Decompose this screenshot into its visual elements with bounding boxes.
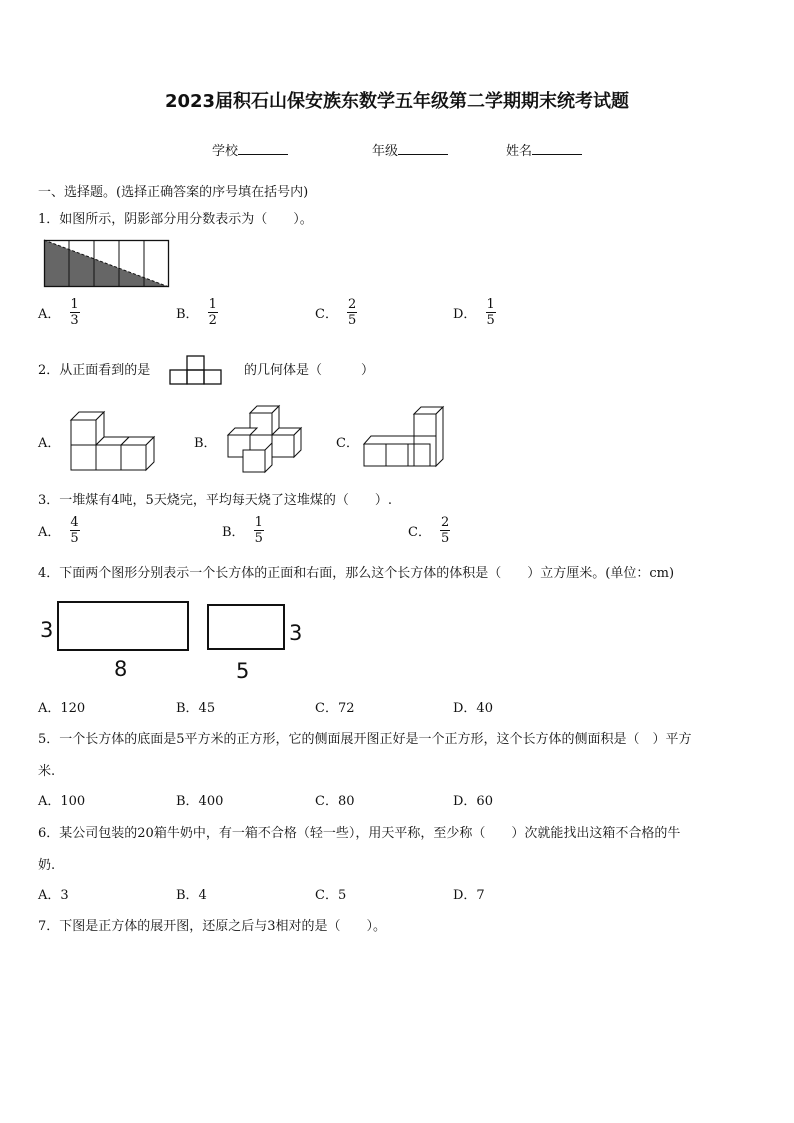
q6-option-d[interactable]: D．7 [453, 888, 485, 903]
q4-right-rect [208, 605, 284, 649]
school-label: 学校 [212, 144, 239, 159]
q4-figure [38, 596, 308, 682]
q5-option-b[interactable]: B．400 [176, 794, 224, 809]
q6-option-b[interactable]: B．4 [176, 888, 207, 903]
q1-figure [44, 240, 170, 288]
q2-front-view-figure [169, 355, 223, 385]
q4-right-height-label: 3 [289, 621, 303, 645]
q1-option-b[interactable]: B． $\frac{1}{2}$ [176, 297, 217, 328]
name-label: 姓名 [506, 144, 533, 159]
q6-option-a[interactable]: A．3 [38, 888, 69, 903]
q6-stem-line1: 6．某公司包装的20箱牛奶中，有一箱不合格（轻一些），用天平称，至少称（ ）次就能找出这箱不合格的牛 [38, 826, 681, 841]
q1-option-a[interactable]: A． $\frac{1}{3}$ [38, 297, 79, 328]
q6-option-c[interactable]: C．5 [315, 888, 347, 903]
q3-option-b[interactable]: B． $\frac{1}{5}$ [222, 515, 263, 546]
page-title: 2023届积石山保安族东数学五年级第二学期期末统考试题 [164, 91, 630, 112]
q3-option-a[interactable]: A． $\frac{4}{5}$ [38, 515, 79, 546]
q4-option-c[interactable]: C．72 [315, 701, 355, 716]
q1-option-d[interactable]: D． $\frac{1}{5}$ [453, 297, 495, 328]
q5-stem-line1: 5．一个长方体的底面是5平方米的正方形，它的侧面展开图正好是一个正方形，这个长方体的侧面积是（ ）平方 [38, 732, 692, 747]
q2-option-c-label[interactable]: C． [336, 436, 359, 451]
q2-option-c-figure [362, 406, 446, 470]
q3-option-c[interactable]: C． $\frac{2}{5}$ [408, 515, 450, 546]
name-field[interactable] [506, 140, 582, 159]
q2-stem-b: 的几何体是（ ） [244, 363, 375, 378]
q4-stem: 4．下面两个图形分别表示一个长方体的正面和右面，那么这个长方体的体积是（ ）立方厘米。(单位：cm) [38, 566, 675, 581]
q2-option-b-label[interactable]: B． [194, 436, 217, 451]
q4-right-width-label: 5 [236, 659, 250, 683]
q2-option-a-figure [70, 410, 165, 472]
q4-option-a[interactable]: A．120 [38, 701, 86, 716]
q2-option-b-figure [222, 405, 304, 475]
grade-blank[interactable] [398, 142, 448, 155]
q7-stem: 7．下图是正方体的展开图，还原之后与3相对的是（ ）。 [38, 919, 387, 934]
q4-option-b[interactable]: B．45 [176, 701, 216, 716]
q4-front-height-label: 3 [40, 618, 54, 642]
school-blank[interactable] [238, 142, 288, 155]
q2-option-a-label[interactable]: A． [38, 436, 61, 451]
q3-stem: 3．一堆煤有4吨，5天烧完，平均每天烧了这堆煤的（ ）. [38, 493, 392, 508]
q4-front-width-label: 8 [114, 657, 128, 681]
section-heading: 一、选择题。(选择正确答案的序号填在括号内) [38, 185, 309, 200]
grade-label: 年级 [372, 144, 399, 159]
q1-stem: 1．如图所示，阴影部分用分数表示为（ ）。 [38, 212, 313, 227]
q2-stem-a: 2．从正面看到的是 [38, 363, 151, 378]
q6-stem-line2: 奶. [38, 858, 56, 873]
q5-stem-line2: 米. [38, 764, 56, 779]
q1-option-c[interactable]: C． $\frac{2}{5}$ [315, 297, 357, 328]
q4-front-rect [58, 602, 188, 650]
q4-option-d[interactable]: D．40 [453, 701, 493, 716]
grade-field[interactable] [372, 140, 448, 159]
q5-option-a[interactable]: A．100 [38, 794, 86, 809]
q5-option-d[interactable]: D．60 [453, 794, 493, 809]
q5-option-c[interactable]: C．80 [315, 794, 355, 809]
name-blank[interactable] [532, 142, 582, 155]
school-field[interactable] [212, 140, 288, 159]
